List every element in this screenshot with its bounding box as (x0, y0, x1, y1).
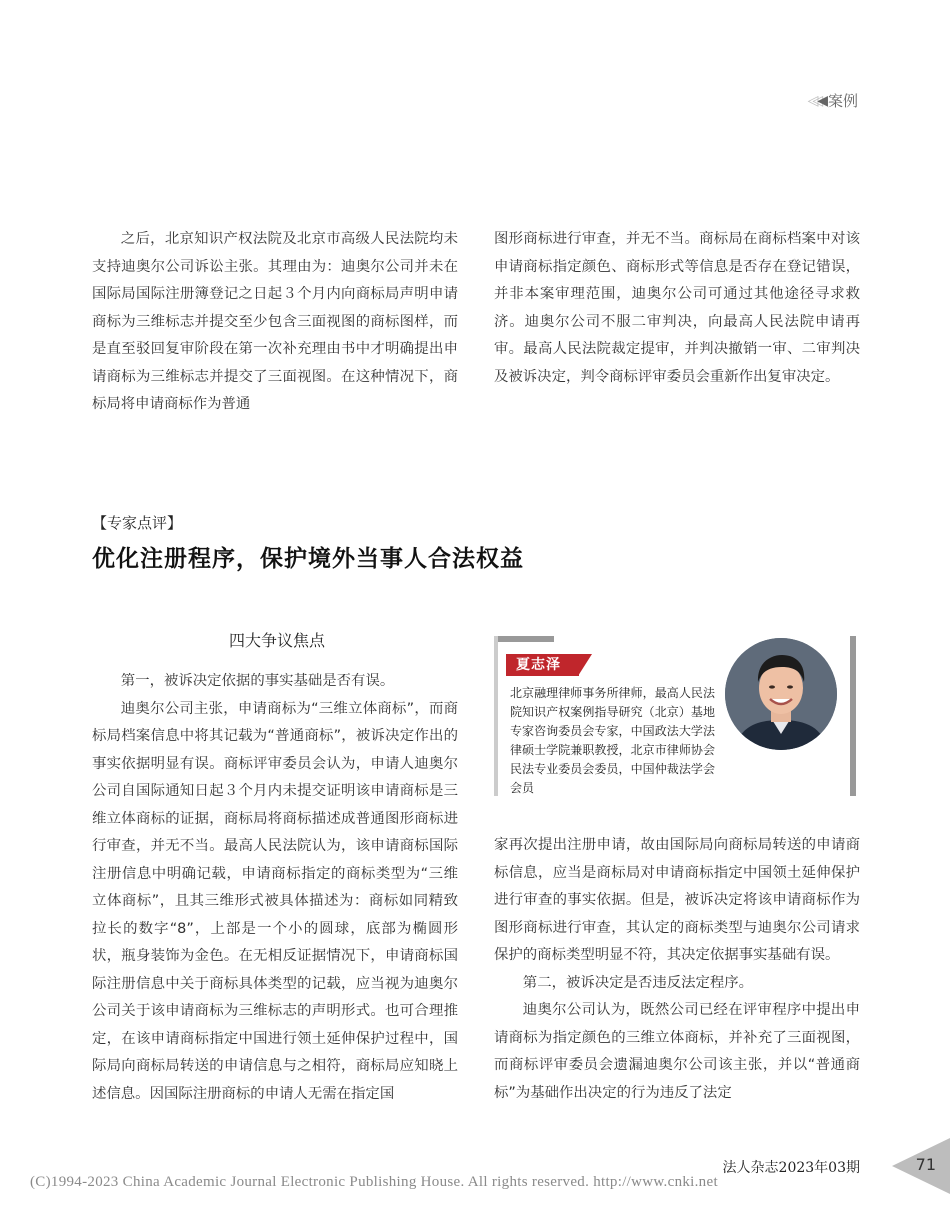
magazine-issue: 法人杂志2023年03期 (722, 1160, 860, 1176)
person-avatar-icon (725, 638, 837, 750)
body-right-column (494, 832, 860, 1107)
copyright-notice: (C)1994-2023 China Academic Journal Electronic Publishing House. All rights reserved. http://www.cnki.net (30, 1174, 718, 1190)
double-arrow-icon: ◁◁◀ (807, 92, 822, 109)
paragraph: 之后，北京知识产权法院及北京市高级人民法院均未支持迪奥尔公司诉讼主张。其理由为：迪奥尔公司并未在国际局国际注册簿登记之日起３个月内向商标局声明申请商标为三维标志并提交至少包含三面视图的商标图样，而是直至驳回复审阶段在第一次补充理由书中才明确提出申请商标为三维标志并提交了三面视图。在这种情况下，商标局将申请商标作为普通 (92, 231, 458, 412)
top-right-column (494, 226, 860, 391)
body-left-column (92, 668, 458, 1108)
frame-line (850, 636, 856, 796)
article-title: 优化注册程序，保护境外当事人合法权益 (92, 546, 524, 572)
frame-line (494, 636, 554, 642)
paragraph: 第二，被诉决定是否违反法定程序。 (522, 974, 754, 991)
top-left-column (92, 226, 458, 419)
section-subheading: 四大争议焦点 (228, 631, 325, 650)
author-bio: 北京融理律师事务所律师，最高人民法院知识产权案例指导研究（北京）基地专家咨询委员会专家，中国政法大学法律硕士学院兼职教授，北京市律师协会民法专业委员会委员，中国仲裁法学会会员 (510, 686, 715, 795)
paragraph: 图形商标进行审查，并无不当。商标局在商标档案中对该申请商标指定颜色、商标形式等信息是否存在登记错误，并非本案审理范围，迪奥尔公司可通过其他途径寻求救济。迪奥尔公司不服二审判决，向最高人民法院申请再审。最高人民法院裁定提审，并判决撤销一审、二审判决及被诉决定，判令商标评审委员会重新作出复审决定。 (494, 231, 860, 385)
section-label: 案例 (827, 92, 858, 110)
expert-review-label: 【专家点评】 (92, 514, 183, 532)
paragraph: 迪奥尔公司认为，既然公司已经在评审程序中提出申请商标为指定颜色的三维立体商标，并补充了三面视图，而商标评审委员会遗漏迪奥尔公司该主张，并以“普通商标”为基础作出决定的行为违反了法定 (494, 1002, 860, 1101)
page-number: 71 (915, 1155, 936, 1174)
frame-line (494, 636, 498, 796)
paragraph: 迪奥尔公司主张，申请商标为“三维立体商标”，而商标局档案信息中将其记载为“普通商标”，被诉决定作出的事实依据明显有误。商标评审委员会认为，申请人迪奥尔公司自国际通知日起３个月内未提交证明该申请商标是三维立体商标的证据，商标局将商标描述成普通图形商标进行审查，并无不当。最高人民法院认为，该申请商标国际注册信息中明确记载，申请商标指定的商标类型为“三维立体商标”，且其三维形式被具体描述为：商标如同精致拉长的数字“8”，上部是一个小的圆球，底部为椭圆形状，瓶身装饰为金色。在无相反证据情况下，申请商标国际注册信息中关于商标具体类型的记载，应当视为迪奥尔公司关于该申请商标为三维标志的声明形式。也可合理推定，在该申请商标指定中国进行领土延伸保护过程中，国际局向商标局转送的申请信息与之相符，商标局应知晓上述信息。因国际注册商标的申请人无需在指定国 (92, 700, 458, 1102)
author-photo (725, 638, 837, 750)
paragraph: 第一，被诉决定依据的事实基础是否有误。 (120, 673, 395, 689)
section-tag (808, 90, 858, 111)
name-tag-tail (578, 654, 592, 676)
author-name: 夏志泽 (506, 654, 579, 676)
paragraph: 家再次提出注册申请，故由国际局向商标局转送的申请商标信息，应当是商标局对申请商标指定中国领土延伸保护进行审查的事实依据。但是，被诉决定将该申请商标作为图形商标进行审查，其认定的商标类型与迪奥尔公司请求保护的商标类型明显不符，其决定依据事实基础有误。 (494, 837, 860, 963)
